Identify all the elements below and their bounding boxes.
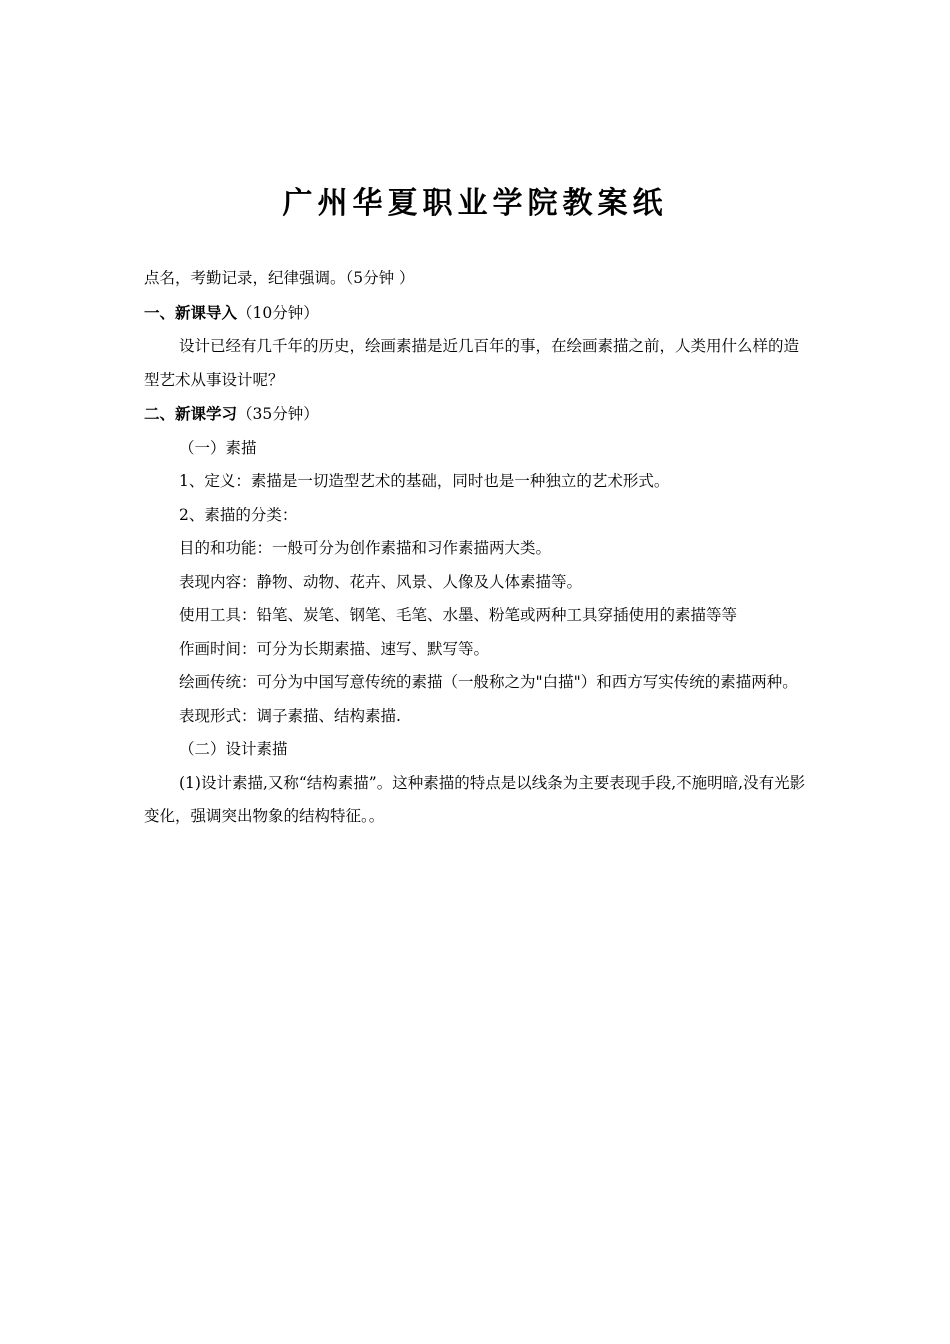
classification-form: 表现形式：调子素描、结构素描. bbox=[179, 706, 401, 725]
design-sketch-paragraph: (1)设计素描,又称“结构素描”。这种素描的特点是以线条为主要表现手段,不施明暗,没有光影变化，强调突出物象的结构特征。。 bbox=[144, 773, 806, 825]
section-duration: （10分钟） bbox=[237, 303, 319, 322]
intro-paragraph: 设计已经有几千年的历史，绘画素描是近几百年的事，在绘画素描之前，人类用什么样的造型艺术从事设计呢？ bbox=[144, 337, 800, 389]
section-heading-text: 二、新课学习 bbox=[144, 404, 238, 423]
section-duration: （35分钟） bbox=[237, 405, 319, 423]
attendance-line: 点名，考勤记录，纪律强调。（5分钟 ） bbox=[144, 269, 415, 287]
document-body bbox=[144, 262, 808, 834]
classification-content: 表现内容：静物、动物、花卉、风景、人像及人体素描等。 bbox=[179, 572, 583, 591]
definition-item: 1、定义：素描是一切造型艺术的基础，同时也是一种独立的艺术形式。 bbox=[179, 472, 670, 490]
classification-time: 作画时间：可分为长期素描、速写、默写等。 bbox=[179, 639, 490, 658]
section-heading-text: 一、新课导入 bbox=[144, 302, 238, 322]
classification-purpose: 目的和功能：一般可分为创作素描和习作素描两大类。 bbox=[179, 539, 552, 557]
classification-tools: 使用工具：铅笔、炭笔、钢笔、毛笔、水墨、粉笔或两种工具穿插使用的素描等等 bbox=[179, 606, 738, 624]
classification-tradition: 绘画传统：可分为中国写意传统的素描（一般称之为"白描"）和西方写实传统的素描两种。 bbox=[179, 673, 798, 691]
classification-item: 2、素描的分类： bbox=[179, 505, 298, 524]
section-heading-intro bbox=[144, 296, 808, 331]
document-title: 广州华夏职业学院教案纸 bbox=[282, 186, 668, 221]
subsection-heading-design: （二）设计素描 bbox=[179, 740, 288, 758]
subsection-heading-sketch: （一）素描 bbox=[179, 438, 257, 457]
section-heading-study bbox=[144, 397, 808, 432]
